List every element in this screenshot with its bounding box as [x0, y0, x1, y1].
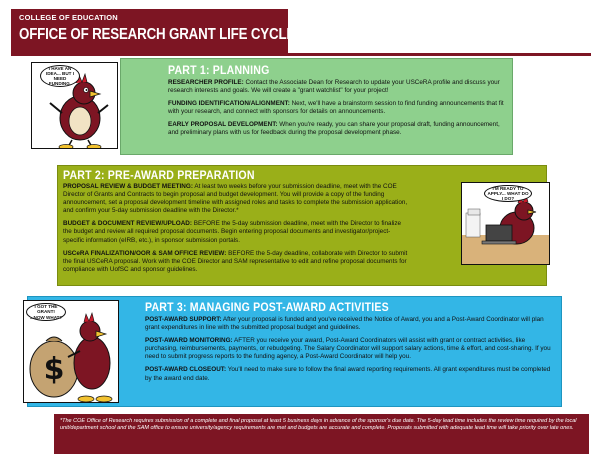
part1-panel	[120, 58, 513, 155]
part1-item	[168, 100, 508, 116]
part2-item	[63, 183, 408, 215]
header-banner	[11, 9, 363, 53]
college-name: COLLEGE OF EDUCATION	[19, 13, 118, 22]
mascot-laptop-illustration	[461, 182, 550, 265]
item-text: When you're ready, you can share your proposal draft, funding announcement, and preliminary plans with us for feedback during the proposal development phase.	[168, 121, 500, 137]
part2-item	[63, 220, 408, 244]
item-label: FUNDING IDENTIFICATION/ALIGNMENT:	[168, 100, 290, 108]
item-text: BEFORE the 5-day deadline, collaborate with Director to submit the final USCeRA proposal. Work with the COE Director and SAM representative to edit and refine proposal documents for compliance with UofSC and sponsor guidelines.	[63, 249, 408, 273]
item-label: USCeRA FINALIZATION/OOR & SAM OFFICE REVIEW:	[63, 249, 227, 257]
item-label: RESEARCHER PROFILE:	[168, 79, 244, 86]
part2-title: PART 2: PRE-AWARD PREPARATION	[63, 170, 255, 182]
part1-title: PART 1: PLANNING	[168, 65, 270, 77]
part3-item	[145, 316, 555, 332]
item-text: At least two weeks before your submission deadline, meet with the COE Director of Grants and Contracts to begin proposal and budget development. You will provide a copy of the funding announcement, set a proposal development timeline with assigned roles and tasks to complete the submission application, and confirm your 5-day submission deadline with the Director.*	[63, 183, 408, 215]
item-label: BUDGET & DOCUMENT REVIEW/UPLOAD:	[63, 220, 192, 228]
part3-item	[145, 366, 555, 382]
item-text: You'll need to make sure to follow the final award reporting requirements. All grant expenditures must be completed by the award end date.	[145, 366, 551, 382]
speech-bubble: I HAVE AN IDEA... BUT I NEED FUNDING.	[40, 65, 80, 87]
part1-item	[168, 121, 508, 137]
item-text: AFTER you receive your award, Post-Award Coordinators will assist with grant or contract activities, like purchasing, reimbursements, payments, or rebudgeting. The Salary Coordinator will support salary actions, time & effort, and cost-sharing. If you need to submit progress reports to the funding agency, a Post-Award Coordinator will help you.	[145, 337, 551, 361]
part3-title: PART 3: MANAGING POST-AWARD ACTIVITIES	[145, 302, 389, 314]
mascot-idea-illustration	[31, 62, 118, 149]
part1-body	[168, 79, 508, 143]
item-label: POST-AWARD SUPPORT:	[145, 316, 222, 323]
item-label: EARLY PROPOSAL DEVELOPMENT:	[168, 121, 278, 129]
footnote-banner: *The COE Office of Research requires submission of a complete and final proposal at least 5 business days in advance of the sponsor's due date. The 5-day lead time includes the review time required by the local unit/department school and the SAM office to ensure university/agency requirements are met and budgets are accurate and complete. Proposals submitted with adequate lead time will take priority over late ones.	[54, 414, 589, 454]
speech-bubble: I GOT THE GRANT! ...NOW WHAT?	[26, 303, 66, 321]
part2-item	[63, 250, 408, 274]
item-label: PROPOSAL REVIEW & BUDGET MEETING:	[63, 183, 193, 190]
part3-item	[145, 337, 555, 361]
page-title: OFFICE OF RESEARCH GRANT LIFE CYCLE PROCESS	[19, 26, 363, 43]
item-text: After your proposal is funded and you've received the Notice of Award, you and a Post-Award Coordinator will plan grant expenditures in line with the submitted proposal budget and guidelines.	[145, 316, 544, 332]
item-text: Contact the Associate Dean for Research to update your USCeRA profile and discuss your research interests and goals. We will create a "grant watchlist" for your project!	[168, 79, 500, 95]
speech-bubble: I'M READY TO APPLY... WHAT DO I DO?	[484, 185, 532, 202]
mascot-money-bag-illustration	[23, 300, 119, 403]
item-label: POST-AWARD MONITORING:	[145, 337, 233, 345]
svg-text:$: $	[43, 352, 65, 387]
part3-body	[145, 316, 555, 388]
item-text: Next, we'll have a brainstorm session to find funding announcements that fit with your research, and connect with sponsors for details on announcements.	[168, 100, 504, 116]
part1-item	[168, 79, 508, 95]
item-label: POST-AWARD CLOSEOUT:	[145, 366, 227, 374]
item-text: BEFORE the 5-day submission deadline, meet with the Director to finalize the budget and review all required proposal documents. Begin entering proposal documents and investigator/project-specific information (eIRB, etc.), in sponsor submission portals.	[63, 220, 402, 244]
part2-body	[63, 183, 408, 279]
header-divider	[11, 53, 591, 56]
